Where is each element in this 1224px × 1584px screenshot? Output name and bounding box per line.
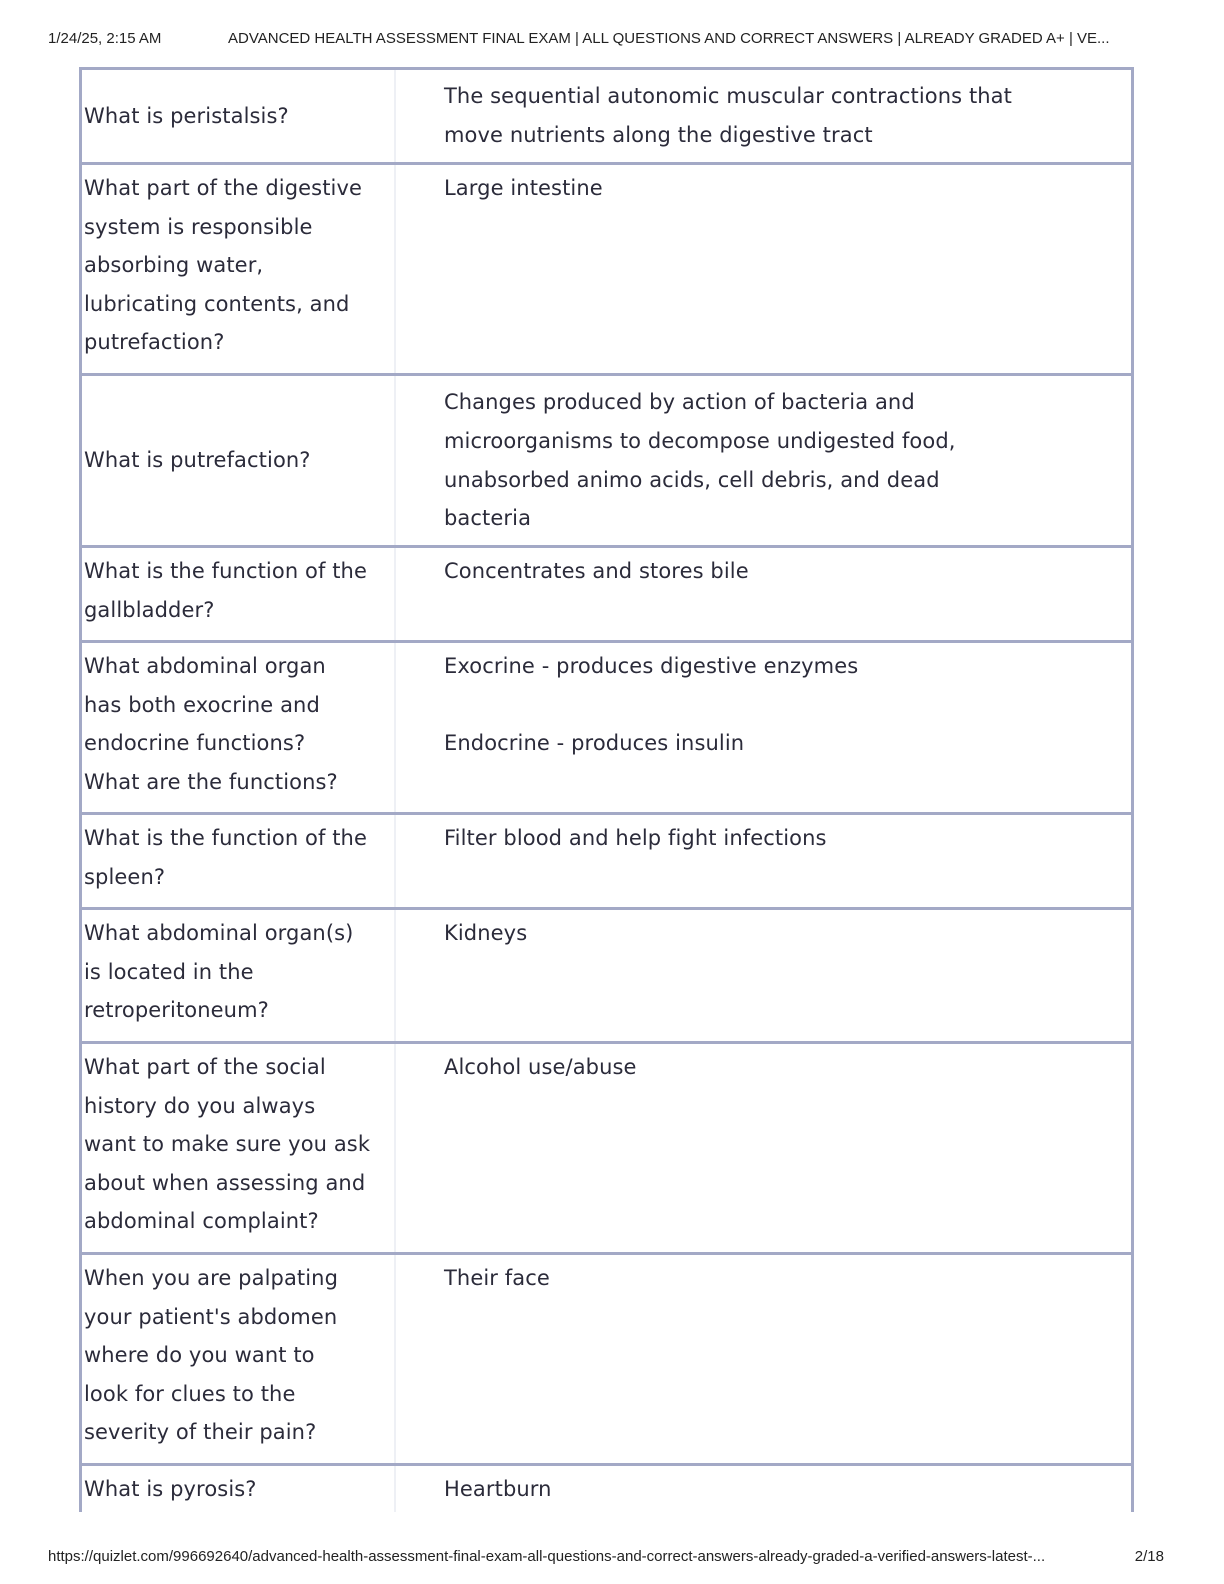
flashcard-row bbox=[82, 643, 1131, 815]
term-text: What is the function of the spleen? bbox=[84, 815, 396, 907]
definition-text: Exocrine - produces digestive enzymes Endocrine - produces insulin bbox=[444, 654, 859, 756]
term-text: What part of the digestive system is responsible absorbing water, lubricating contents, and putrefaction? bbox=[84, 165, 396, 373]
flashcard-row bbox=[82, 70, 1131, 165]
flashcard-row bbox=[82, 376, 1131, 548]
flashcard-row bbox=[82, 1466, 1131, 1512]
flashcard-table bbox=[79, 67, 1134, 1512]
flashcard-row bbox=[82, 1255, 1131, 1466]
print-date: 1/24/25, 2:15 AM bbox=[48, 30, 162, 47]
flashcard-row bbox=[82, 910, 1131, 1044]
term-text: What is putrefaction? bbox=[84, 376, 396, 545]
definition-text: Concentrates and stores bile bbox=[444, 559, 749, 583]
term-text: What part of the social history do you always want to make sure you ask about when assessing and abdominal complaint? bbox=[84, 1044, 396, 1252]
definition-text: Changes produced by action of bacteria and microorganisms to decompose undigested food, unabsorbed animo acids, cell debris, and dead bacteria bbox=[444, 390, 956, 531]
definition-text: Large intestine bbox=[444, 176, 603, 200]
definition-text: Alcohol use/abuse bbox=[444, 1055, 637, 1079]
flashcard-row bbox=[82, 1044, 1131, 1255]
page-url: https://quizlet.com/996692640/advanced-health-assessment-final-exam-all-questions-and-correct-answers-already-graded-a-verified-answers-latest-... bbox=[48, 1548, 1046, 1565]
page-number: 2/18 bbox=[1134, 1548, 1164, 1565]
term-text: What is the function of the gallbladder? bbox=[84, 548, 396, 640]
definition-text: Their face bbox=[444, 1266, 550, 1290]
definition-text: Kidneys bbox=[444, 921, 528, 945]
document-title: ADVANCED HEALTH ASSESSMENT FINAL EXAM | ALL QUESTIONS AND CORRECT ANSWERS | ALREADY GRADED A+ | VE... bbox=[228, 30, 1110, 47]
term-text: What abdominal organ has both exocrine and endocrine functions? What are the functions? bbox=[84, 643, 396, 812]
flashcard-row bbox=[82, 548, 1131, 643]
print-footer bbox=[48, 1548, 1178, 1570]
definition-text: The sequential autonomic muscular contractions that move nutrients along the digestive tract bbox=[444, 84, 1012, 147]
term-text: When you are palpating your patient's abdomen where do you want to look for clues to the severity of their pain? bbox=[84, 1255, 396, 1463]
flashcard-row bbox=[82, 815, 1131, 910]
flashcard-row bbox=[82, 165, 1131, 376]
term-text: What is pyrosis? bbox=[84, 1466, 396, 1512]
definition-text: Filter blood and help fight infections bbox=[444, 826, 827, 850]
definition-text: Heartburn bbox=[444, 1477, 552, 1501]
print-header bbox=[48, 30, 1178, 52]
term-text: What is peristalsis? bbox=[84, 70, 396, 162]
term-text: What abdominal organ(s) is located in the retroperitoneum? bbox=[84, 910, 396, 1041]
